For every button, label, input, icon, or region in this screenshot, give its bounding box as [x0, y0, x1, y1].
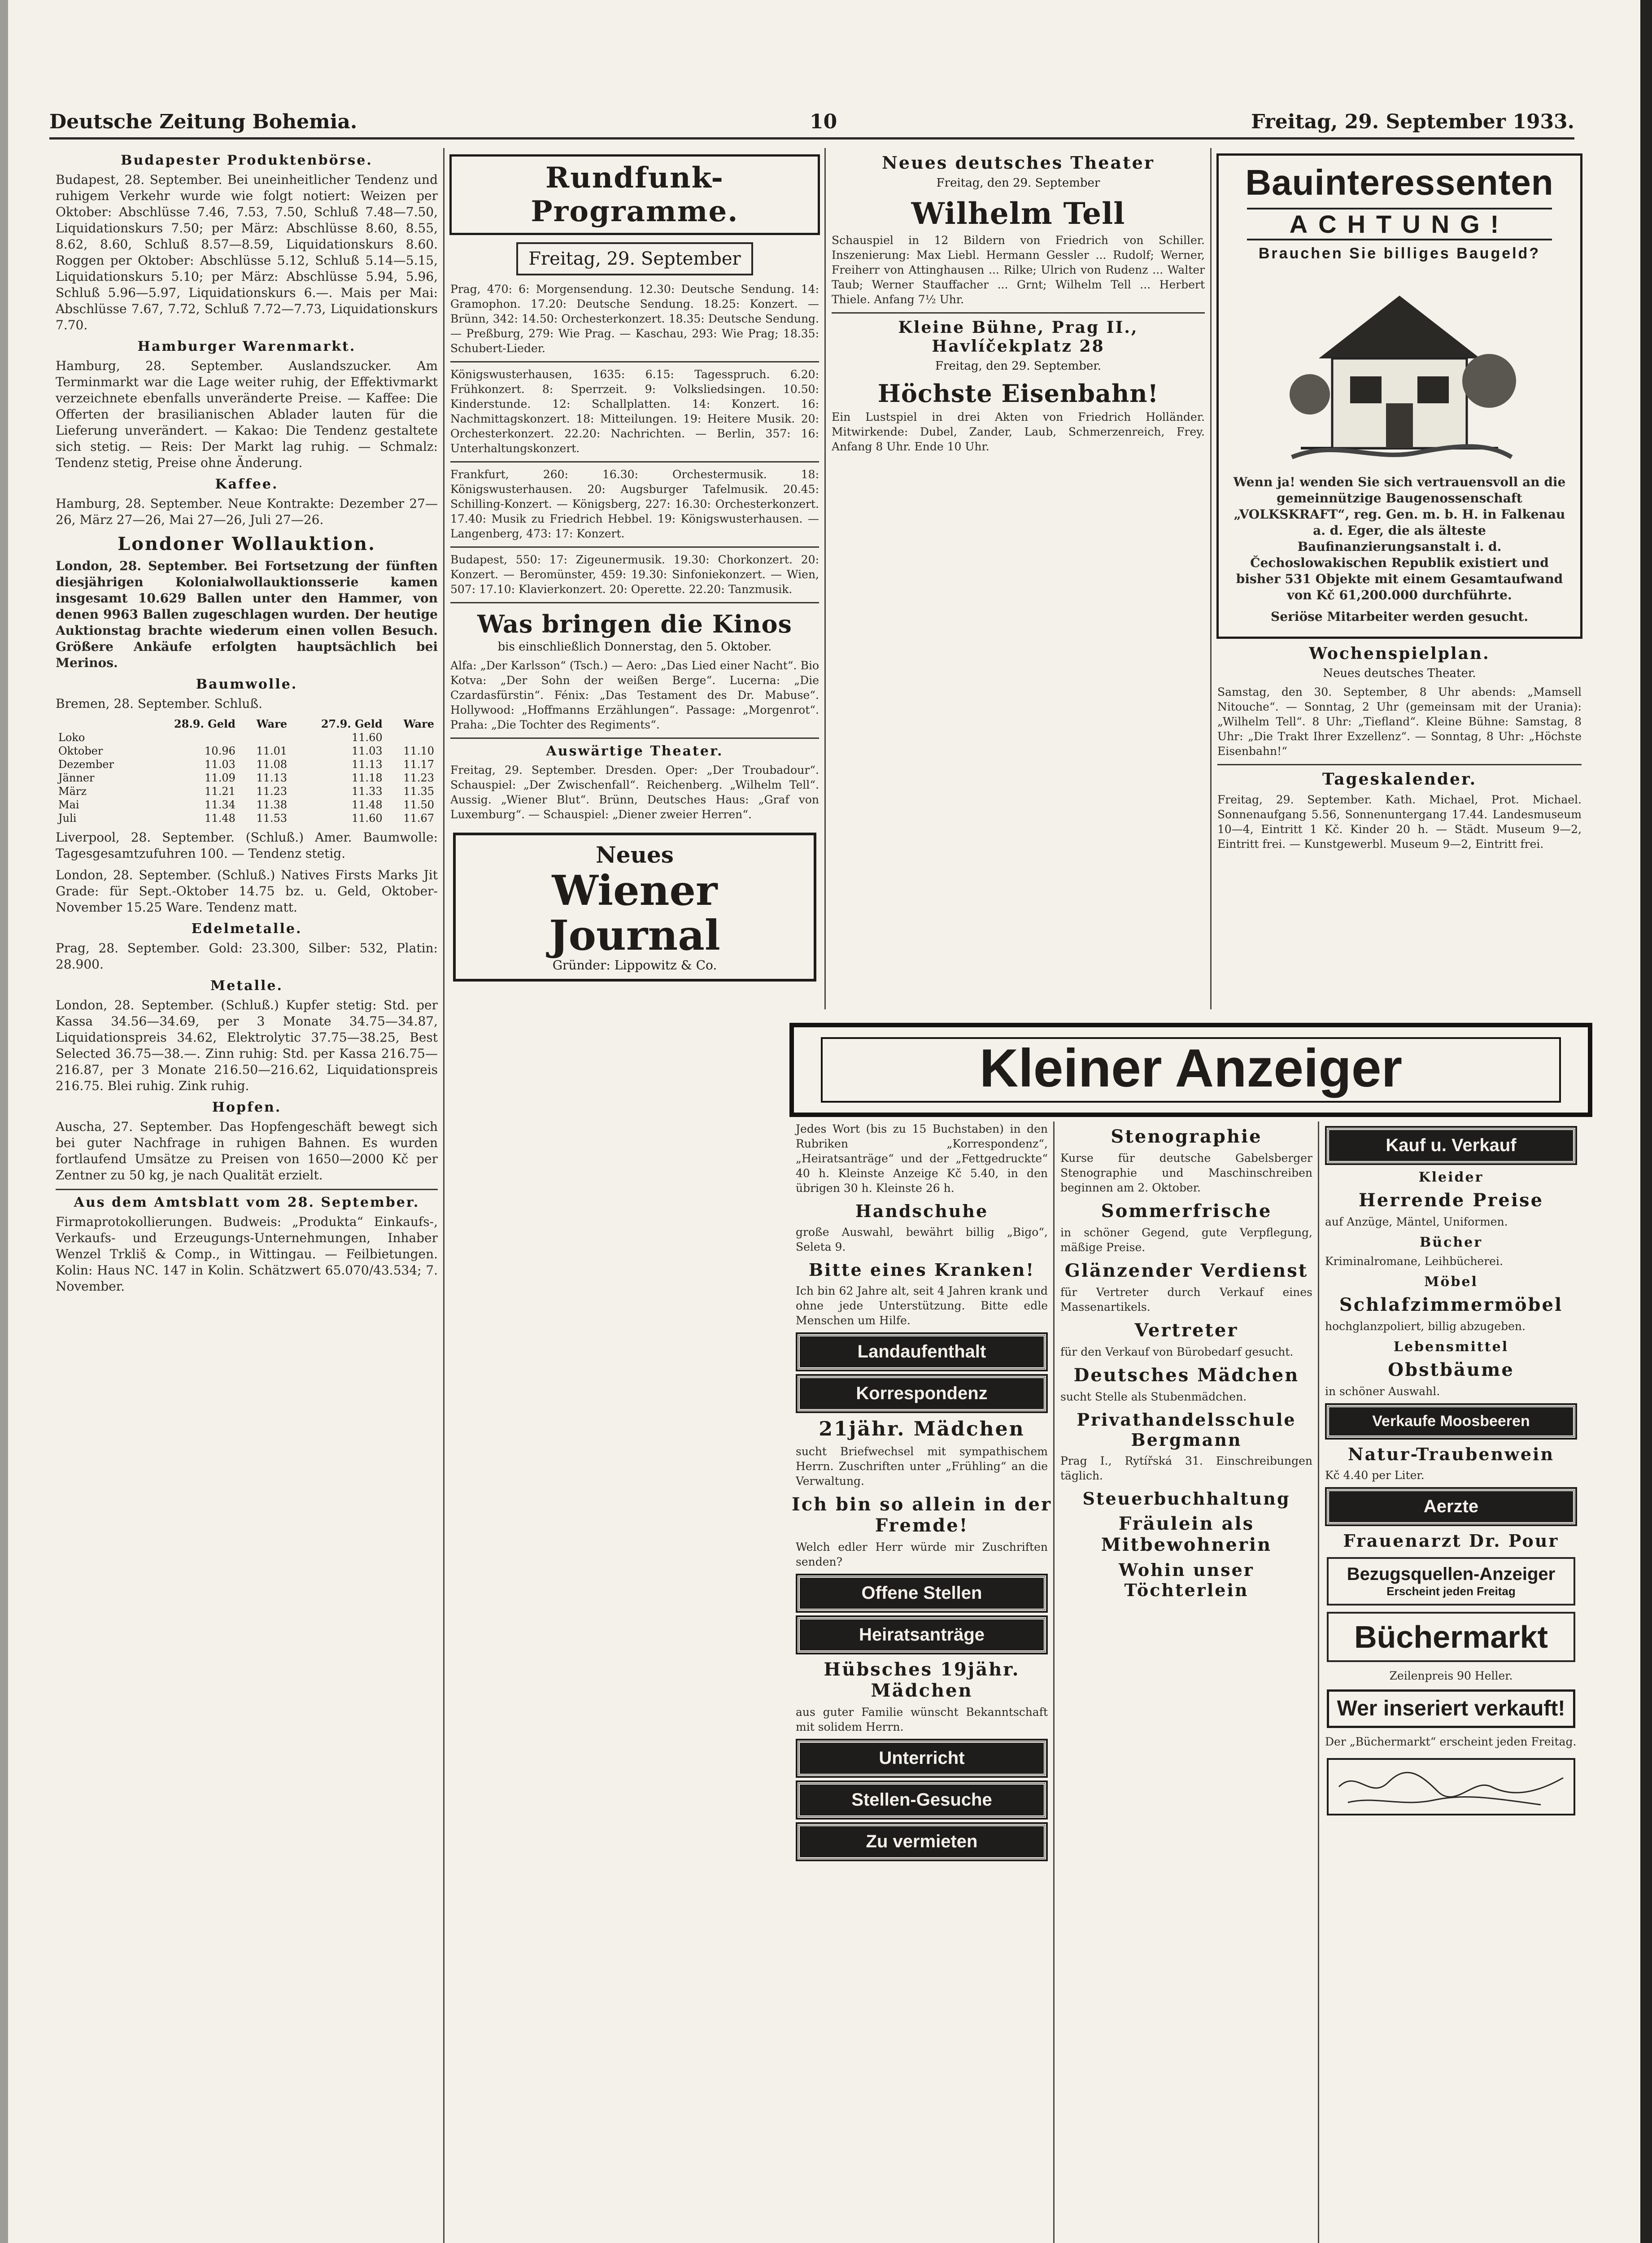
divider [832, 312, 1205, 314]
ad-text: Erscheint jeden Freitag [1386, 1584, 1516, 1598]
table-cell: 10.96 [205, 745, 235, 757]
theater-date: Freitag, den 29. September. [935, 359, 1102, 373]
article-text: London, 28. September. Bei Fortsetzung der fünften diesjährigen Kolonialwollauktionsserie kamen insgesamt 10.629 Ballen unter den Hammer, von denen 9963 Ballen zugeschlagen wurden. Der heutige Auktionstag brachte wiederum einen vollen Besuch. Größere Ankäufe erfolgten hauptsächlich bei Merinos. [56, 559, 438, 670]
scan-edge-right [1640, 0, 1652, 2243]
ad-heading: Handschuhe [855, 1201, 989, 1221]
section-title: Auswärtige Theater. [546, 743, 724, 759]
masthead-title: Deutsche Zeitung Bohemia. [49, 110, 357, 133]
ad-heading: Glänzender Verdienst [1064, 1260, 1308, 1281]
ad-heading: Ich bin so allein in der Fremde! [791, 1494, 1052, 1536]
ad-heading: Schlafzimmermöbel [1339, 1294, 1563, 1315]
classifieds-banner [789, 1023, 1592, 1117]
ad-heading: Stenographie [1111, 1126, 1262, 1147]
radio-programme-title: Rundfunk-Programme. [449, 154, 820, 235]
ad-heading: Möbel [1424, 1274, 1478, 1290]
ad-text: Wenn ja! wenden Sie sich vertrauensvoll an die gemeinnützige Baugenossenschaft „VOLKSKRAFT“, reg. Gen. m. b. H. in Falkenau a. d. Eger, die als älteste Baufinanzierungsanstalt i. d. Čechoslowakischen Republik existiert und bisher 531 Objekte mit einem Gesamtaufwand von Kč 61,200.000 durchführte. [1233, 475, 1566, 602]
ad-text: Prag I., Rytířská 31. Einschreibungen täglich. [1060, 1454, 1312, 1482]
table-cell: 11.67 [403, 812, 434, 825]
section-title: Tageskalender. [1322, 770, 1477, 789]
ad-text: große Auswahl, bewährt billig „Bigo“, Seleta 9. [796, 1226, 1048, 1253]
theater-date: Freitag, den 29. September [936, 176, 1100, 190]
ad-heading: Vertreter [1134, 1320, 1238, 1341]
cotton-price-table [56, 717, 437, 825]
table-cell: 11.38 [256, 799, 288, 811]
ad-heading: Lebensmittel [1393, 1339, 1509, 1355]
article-text: Budapest, 28. September. Bei uneinheitlicher Tendenz und ruhigem Verkehr wurde wie folgt notiert: Weizen per Oktober: Abschlüsse 7.46, 7.53, 7.50, Schluß 7.48—7.50, Liquidationskurs 7.50; per März: Abschlüsse 8.60, 8.55, 8.62, 8.60, Schluß 8.57—8.59, Liquidationskurs 8.60. Roggen per Oktober: Abschlüsse 5.12, Schluß 5.14—5.15, Liquidationskurs 5.10; per März: Abschlüsse 5.94, 5.96, Schluß 5.96—5.97, Liquidationskurs 6.—. Mais per Mai: Abschlüsse 7.67, 7.72, Schluß 7.72—7.73, Liquidationskurs 7.70. [56, 172, 438, 332]
notices-column [1211, 148, 1588, 1045]
category-header: Aerzte [1327, 1489, 1575, 1524]
ad-heading: Natur-Traubenwein [1347, 1444, 1555, 1464]
ad-heading: Hübsches 19jähr. Mädchen [824, 1659, 1020, 1701]
article-text: Hamburg, 28. September. Neue Kontrakte: Dezember 27—26, März 27—26, Mai 27—26, Juli 27—26. [56, 496, 438, 527]
category-header: Heiratsanträge [798, 1617, 1046, 1653]
divider [56, 1189, 438, 1190]
cast-list: Schauspiel in 12 Bildern von Friedrich von Schiller. Inszenierung: Max Liebl. Hermann Gessler ... Rudolf; Werner, Freiherr von Attinghausen ... Rilke; Ulrich von Rudenz ... Walter Taub; Werner Stauffacher ... Grnt; Wilhelm Tell ... Herbert Thiele. Anfang 7½ Uhr. [832, 234, 1205, 306]
table-cell: 27.9. Geld [321, 717, 383, 730]
table-cell: 11.21 [205, 785, 235, 798]
section-subtitle: Neues deutsches Theater. [1323, 667, 1476, 680]
table-cell [385, 731, 437, 744]
ad-text: Kurse für deutsche Gabelsberger Stenographie und Maschinschreiben beginnen am 2. Oktober. [1060, 1152, 1312, 1194]
ad-text: Kriminalromane, Leihbücherei. [1325, 1255, 1503, 1268]
category-header: Zu vermieten [798, 1824, 1046, 1859]
programme-text: Prag, 470: 6: Morgensendung. 12.30: Deutsche Sendung. 14: Gramophon. 17.20: Deutsche Sendung. 18.25: Konzert. — Brünn, 342: 14.50: Orchesterkonzert. 18.35: Deutsche Sendung. — Preßburg, 279: Wie Prag. — Kaschau, 293: Wie Prag; 18.35: Schubert-Lieder. [450, 283, 819, 355]
ad-text: sucht Briefwechsel mit sympathischem Herrn. Zuschriften unter „Frühling“ an die Verwaltung. [796, 1445, 1048, 1488]
table-cell: 11.48 [351, 799, 383, 811]
article-text: London, 28. September. (Schluß.) Natives Firsts Marks Jit Grade: für Sept.-Oktober 14.75 bz. u. Geld, Oktober-November 15.25 Ware. Tendenz matt. [56, 868, 438, 915]
table-cell: 11.03 [351, 745, 383, 757]
ad-text: Kč 4.40 per Liter. [1325, 1469, 1425, 1482]
market-column [49, 148, 444, 2243]
table-row [56, 731, 437, 744]
table-cell: 11.33 [351, 785, 383, 798]
book-market-title: Büchermarkt [1327, 1612, 1575, 1662]
section-title: Budapester Produktenbörse. [121, 153, 373, 168]
classifieds-column [1319, 1122, 1583, 2243]
ad-text: in schöner Auswahl. [1325, 1385, 1440, 1398]
table-row [56, 812, 437, 825]
page-number: 10 [810, 110, 837, 133]
section-title: Hamburger Warenmarkt. [137, 339, 356, 354]
table-cell: 11.35 [403, 785, 434, 798]
issue-date: Freitag, 29. September 1933. [1251, 110, 1574, 133]
table-cell: 28.9. Geld [174, 717, 235, 730]
article-text: Prag, 28. September. Gold: 23.300, Silber: 532, Platin: 28.900. [56, 941, 438, 972]
category-header: Stellen-Gesuche [798, 1782, 1046, 1818]
ad-heading: Privathandelsschule Bergmann [1077, 1410, 1296, 1450]
table-row [56, 785, 437, 798]
ad-heading: Bücher [1419, 1235, 1483, 1250]
article-text: Hamburg, 28. September. Auslandszucker. Am Terminmarkt war die Lage weiter ruhig, der Effektivmarkt verzeichnete ebenfalls unveränderte Preise. — Kaffee: Die Offerten der brasilianischen Ablader lauten für die Lieferung unverändert. — Kakao: Die Tendenz gestaltete sich stetig. — Reis: Der Markt lag ruhig. — Schmalz: Tendenz stetig, Preise ohne Änderung. [56, 358, 438, 470]
article-text: London, 28. September. (Schluß.) Kupfer stetig: Std. per Kassa 34.56—34.69, per 3 Monate 34.75—34.87, Liquidationspreis 34.62, Elektrolytic 37.75—38.25, Best Selected 36.75—38.—. Zinn ruhig: Std. per Kassa 216.75—216.87, per 3 Monate 216.50—216.62, Liquidationspreis 216.75. Blei ruhig. Zink ruhig. [56, 998, 438, 1093]
scan-edge-left [0, 0, 8, 2243]
ad-line: Neues [596, 842, 674, 868]
programme-text: Königswusterhausen, 1635: 6.15: Tagesspruch. 6.20: Frühkonzert. 8: Sperrzeit. 9: Volksliedsingen. 10.50: Kinderstunde. 12: Schallplatten. 14: Konzert. 16: Nachmittagskonzert. 18: Mitteilungen. 19: Heitere Musik. 20: Orchesterkonzert. 22.20: Nachrichten. — Berlin, 357: 16: Unterhaltungskonzert. [450, 368, 819, 455]
ad-heading: Deutsches Mädchen [1073, 1365, 1299, 1386]
category-header: Landaufenthalt [798, 1334, 1046, 1370]
table-cell [143, 731, 238, 744]
classifieds-intro: Jedes Wort (bis zu 15 Buchstaben) in den Rubriken „Korrespondenz“, „Heiratsanträge“ und der „Fettgedruckte“ 40 h. Kleinste Anzeige Kč 5.40, in den übrigen 30 h. Kleinste 26 h. [796, 1122, 1048, 1195]
section-title: Hopfen. [212, 1100, 282, 1115]
table-cell: 11.01 [256, 745, 288, 757]
table-cell: Juli [58, 812, 77, 825]
table-header-row [56, 717, 437, 731]
divider [450, 461, 819, 463]
section-title: Metalle. [210, 978, 283, 994]
table-cell: Mai [58, 799, 79, 811]
table-cell: 11.53 [256, 812, 288, 825]
theater-text: Freitag, 29. September. Dresden. Oper: „Der Troubadour“. Schauspiel: „Der Zwischenfall“. Reichenberg. „Wilhelm Tell“. Aussig. „Wiener Blut“. Brünn, Deutsches Haus: „Graf von Luxemburg“. — Schauspiel: „Diener zweier Herren“. [450, 764, 819, 821]
signature-scribble [1329, 1760, 1574, 1814]
building-society-ad [1216, 153, 1582, 639]
handwritten-signature [1327, 1758, 1575, 1815]
table-row [56, 744, 437, 758]
page-header [49, 106, 1574, 140]
programme-date: Freitag, 29. September [516, 242, 753, 275]
ad-heading: Bezugsquellen-Anzeiger [1347, 1564, 1556, 1584]
divider [1217, 764, 1582, 765]
ad-heading: Wohin unser Töchterlein [1119, 1560, 1254, 1600]
article-text: Bremen, 28. September. Schluß. [56, 696, 263, 711]
ad-heading: Sommerfrische [1101, 1200, 1272, 1222]
category-header: Korrespondenz [798, 1376, 1046, 1411]
table-cell [56, 717, 143, 731]
ad-heading: 21jähr. Mädchen [819, 1418, 1025, 1440]
ad-text: Welch edler Herr würde mir Zuschriften senden? [796, 1540, 1048, 1568]
ad-line: Gründer: Lippowitz & Co. [552, 958, 717, 973]
table-row [56, 798, 437, 812]
article-text: Firmaprotokollierungen. Budweis: „Produkta“ Einkaufs-, Verkaufs- und Erzeugungs-Unternehmungen, Inhaber Wenzel Trkliš & Comp., in Wittingau. — Feilbietungen. Kolin: Haus NC. 147 in Kolin. Schätzwert 65.070/43.534; 7. November. [56, 1214, 438, 1294]
divider [450, 737, 819, 739]
category-header: Offene Stellen [798, 1575, 1046, 1611]
section-title: Edelmetalle. [191, 921, 302, 937]
ad-text: Zeilenpreis 90 Heller. [1389, 1669, 1513, 1682]
play-title: Höchste Eisenbahn! [877, 379, 1159, 408]
table-cell: März [58, 785, 87, 798]
category-header: Kauf u. Verkauf [1327, 1128, 1575, 1163]
programme-text: Budapest, 550: 17: Zigeunermusik. 19.30: Chorkonzert. 20: Konzert. — Beromünster, 459: 19.30: Sinfoniekonzert. — Wien, 507: 17.10: Klavierkonzert. 20: Operette. 22.20: Tanzmusik. [450, 553, 819, 596]
table-cell: 11.13 [256, 772, 288, 784]
table-cell: Ware [403, 717, 434, 730]
divider [450, 546, 819, 548]
classifieds-column [789, 1122, 1054, 2243]
ad-heading: Obstbäume [1388, 1359, 1514, 1380]
table-cell: 11.60 [351, 731, 383, 744]
table-cell [238, 731, 290, 744]
cinema-subtitle: bis einschließlich Donnerstag, den 5. Oktober. [497, 640, 772, 654]
table-cell: 11.08 [256, 758, 288, 771]
section-title: Aus dem Amtsblatt vom 28. September. [74, 1195, 420, 1210]
slogan-box: Wer inseriert verkauft! [1327, 1689, 1575, 1728]
table-cell: 11.34 [205, 799, 235, 811]
ad-text: sucht Stelle als Stubenmädchen. [1060, 1390, 1247, 1403]
table-cell: Loko [58, 731, 85, 744]
table-cell: 11.50 [403, 799, 434, 811]
ad-text: Der „Büchermarkt“ erscheint jeden Freitag. [1325, 1735, 1577, 1748]
category-header: Unterricht [798, 1741, 1046, 1776]
ad-text: aus guter Familie wünscht Bekanntschaft mit solidem Herrn. [796, 1706, 1048, 1733]
table-cell: 11.18 [351, 772, 383, 784]
schedule-text: Samstag, den 30. September, 8 Uhr abends: „Mamsell Nitouche“. — Sonntag, 2 Uhr (gemeinsam mit der Urania): „Wilhelm Tell“. 8 Uhr: „Tiefland“. Kleine Bühne: Samstag, 8 Uhr: „Die Trakt Ihrer Exzellenz“. — Sonntag, 8 Uhr: „Höchste Eisenbahn!“ [1217, 685, 1582, 758]
ad-text: für Vertreter durch Verkauf eines Massenartikels. [1060, 1286, 1312, 1314]
ad-text: hochglanzpoliert, billig abzugeben. [1325, 1320, 1526, 1333]
classifieds-banner-inner [821, 1037, 1561, 1103]
ad-heading: Bitte eines Kranken! [808, 1260, 1035, 1280]
cinema-title: Was bringen die Kinos [477, 610, 792, 638]
article-text: Liverpool, 28. September. (Schluß.) Amer. Baumwolle: Tagesgesamtzufuhren 100. — Tendenz stetig. [56, 830, 438, 861]
ad-question: Brauchen Sie billiges Baugeld? [1258, 245, 1541, 262]
theater-title: Neues deutsches Theater [882, 153, 1155, 173]
calendar-text: Freitag, 29. September. Kath. Michael, Prot. Michael. Sonnenaufgang 5.56, Sonnenuntergang 17.44. Landesmuseum 10—4, Eintritt 1 Kč. Kinder 20 h. — Städt. Museum 9—2, Eintritt frei. — Kunstgewerbl. Museum 9—2, Eintritt frei. [1217, 793, 1582, 851]
table-cell: Dezember [58, 758, 114, 771]
section-title: Kaffee. [215, 476, 279, 492]
ad-text: Ich bin 62 Jahre alt, seit 4 Jahren krank und ohne jede Unterstützung. Bitte edle Menschen um Hilfe. [796, 1284, 1048, 1327]
theater-column [825, 148, 1211, 1045]
table-cell: 11.23 [403, 772, 434, 784]
table-cell: 11.13 [351, 758, 383, 771]
table-cell: 11.09 [205, 772, 235, 784]
section-title: Londoner Wollauktion. [118, 533, 376, 554]
radio-column [444, 148, 825, 2243]
ad-line: Wiener Journal [549, 866, 720, 960]
divider [450, 361, 819, 362]
ad-text: Seriöse Mitarbeiter werden gesucht. [1271, 609, 1528, 624]
ad-text: in schöner Gegend, gute Verpflegung, mäßige Preise. [1060, 1226, 1312, 1254]
table-cell: Oktober [58, 745, 103, 757]
ad-attention: ACHTUNG! [1247, 208, 1552, 240]
article-text: Auscha, 27. September. Das Hopfengeschäft bewegt sich bei guter Nachfrage in ruhigen Bahnen. Es wurden fortlaufend Umsätze zu Preisen von 1650—2000 Kč per Zentner zu 50 kg, je nach Qualität erzielt. [56, 1119, 438, 1183]
classifieds-column [1054, 1122, 1319, 2243]
table-row [56, 758, 437, 771]
ad-text: für den Verkauf von Bürobedarf gesucht. [1060, 1345, 1294, 1358]
classifieds-title: Kleiner Anzeiger [979, 1038, 1403, 1098]
theater-title: Kleine Bühne, Prag II., Havlíčekplatz 28 [898, 318, 1138, 356]
section-title: Baumwolle. [196, 676, 298, 692]
table-cell: 11.60 [351, 812, 383, 825]
table-cell: 11.48 [205, 812, 235, 825]
ad-headline: Bauinteressenten [1245, 162, 1554, 202]
ad-heading: Kleider [1418, 1170, 1484, 1185]
house-illustration [1283, 269, 1516, 466]
table-cell: 11.10 [403, 745, 434, 757]
table-cell: Ware [256, 717, 288, 730]
category-header: Verkaufe Moosbeeren [1327, 1405, 1575, 1438]
divider [450, 602, 819, 603]
cinema-text: Alfa: „Der Karlsson“ (Tsch.) — Aero: „Das Lied einer Nacht“. Bio Kotva: „Der Sohn der weißen Berge“. Lucerna: „Die Czardasfürstin“. Fénix: „Das Testament des Dr. Mabuse“. Hollywood: „Hoffmanns Erzählungen“. Passage: „Morgenrot“. Praha: „Die Tochter des Regiments“. [450, 659, 819, 731]
wiener-journal-ad [453, 833, 816, 982]
programme-text: Frankfurt, 260: 16.30: Orchestermusik. 18: Königswusterhausen. 20: Augsburger Tafelmusik. 20.45: Schilling-Konzert. — Königsberg, 227: 16.30: Orchesterkonzert. 17.40: Musik zu Friedrich Hebbel. 19: Königswusterhausen. — Langenberg, 473: 17: Konzert. [450, 468, 819, 540]
table-row [56, 771, 437, 785]
section-title: Wochenspielplan. [1309, 644, 1490, 663]
ad-text: auf Anzüge, Mäntel, Uniformen. [1325, 1215, 1508, 1228]
table-cell: Jänner [58, 772, 95, 784]
ad-box [1327, 1557, 1575, 1606]
table-cell: 11.17 [403, 758, 434, 771]
cast-list: Ein Lustspiel in drei Akten von Friedrich Holländer. Mitwirkende: Dubel, Zander, Laub, Schmerzenreich, Frey. Anfang 8 Uhr. Ende 10 Uhr. [832, 410, 1205, 453]
ad-heading: Steuerbuchhaltung [1082, 1488, 1290, 1509]
play-title: Wilhelm Tell [911, 196, 1125, 231]
ad-heading: Frauenarzt Dr. Pour [1343, 1531, 1559, 1551]
ad-heading: Fräulein als Mitbewohnerin [1101, 1513, 1272, 1555]
table-cell: 11.23 [256, 785, 288, 798]
ad-heading: Herrende Preise [1358, 1190, 1544, 1211]
table-cell: 11.03 [205, 758, 235, 771]
